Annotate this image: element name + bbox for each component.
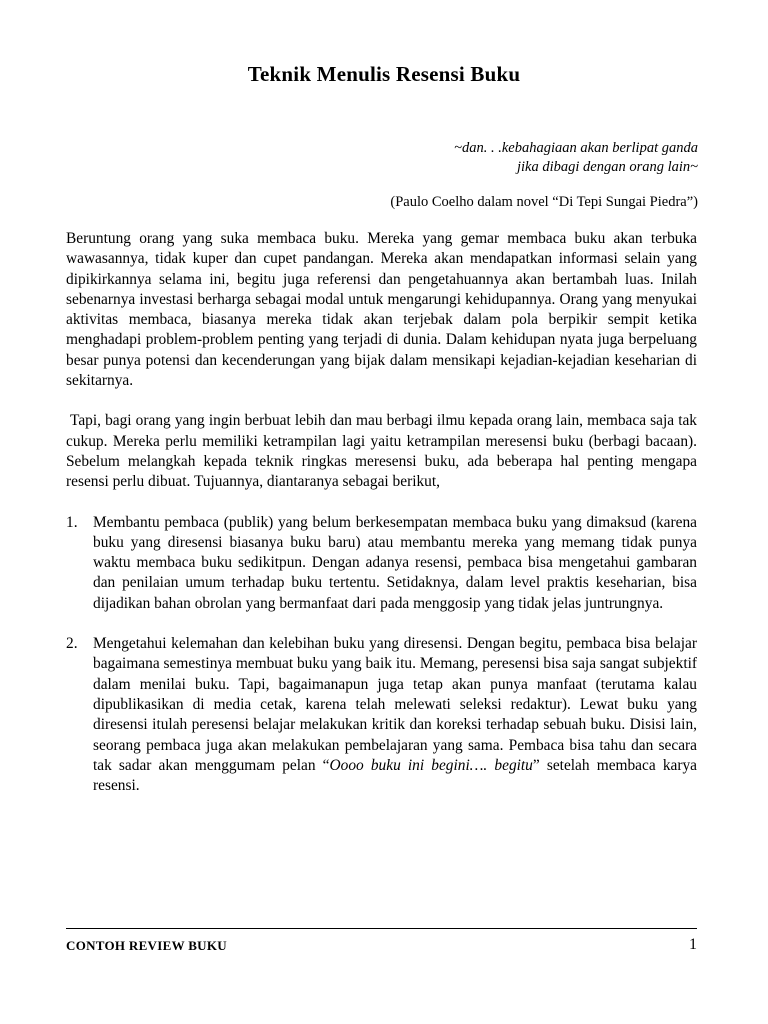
- epigraph: [454, 139, 698, 177]
- footer-label: CONTOH REVIEW BUKU: [66, 938, 227, 953]
- list-item-number: 1.: [66, 513, 78, 531]
- list-item-text-part: ” setelah membaca karya resensi.: [93, 756, 697, 795]
- list-item: [66, 634, 697, 796]
- list-item-number: 2.: [66, 635, 78, 653]
- body-paragraph: Tapi, bagi orang yang ingin berbuat lebih dan mau berbagi ilmu kepada orang lain, membaca saja tak cukup. Mereka perlu memiliki ketrampilan lagi yaitu ketrampilan meresensi buku (berbagi bacaan). Sebelum melangkah kepada teknik ringkas meresensi buku, ada beberapa hal penting mengapa resensi perlu dibuat. Tujuannya, diantaranya sebagai berikut,: [66, 412, 697, 491]
- document-title: Teknik Menulis Resensi Buku: [247, 62, 521, 86]
- quoted-phrase: Oooo buku ini begini…. begitu: [329, 756, 533, 774]
- body-paragraph: Beruntung orang yang suka membaca buku. Mereka yang gemar membaca buku akan terbuka wawasannya, tidak kuper dan cupet pandangan. Mereka akan mendapatkan informasi selain yang dipikirkannya selama ini, begitu juga referensi dan pengetahuannya akan bertambah luas. Inilah sebenarnya investasi berharga sebagai modal untuk mengarungi kehidupannya. Orang yang menyukai aktivitas membaca, biasanya mereka tidak akan terjebak dalam pola berpikir sempit ketika menghadapi problem-problem penting yang terjadi di dunia. Dalam kehidupan nyata juga berpeluang besar punya potensi dan kecenderungan yang bijak dalam mensikapi kejadian-kejadian keseharian di sekitarnya.: [66, 230, 697, 390]
- epigraph-line: ~dan. . .kebahagiaan akan berlipat ganda: [454, 140, 698, 156]
- list-item: [66, 513, 697, 614]
- page-number: 1: [689, 936, 697, 953]
- list-item-text-part: Mengetahui kelemahan dan kelebihan buku yang diresensi. Dengan begitu, pembaca bisa belajar bagaimana semestinya membuat buku yang baik itu. Memang, peresensi bisa saja sangat subjektif dalam menilai buku. Tapi, bagaimanapun juga tetap akan punya manfaat (terutama kalau dipublikasikan di media cetak, karena telah melewati seleksi redaktur). Lewat buku yang diresensi itulah peresensi belajar melakukan kritik dan koreksi terhadap sebuah buku. Disisi lain, seorang pembaca juga akan melakukan pembelajaran yang sama. Pembaca bisa tahu dan secara tak sadar akan menggumam pelan “: [93, 635, 697, 774]
- reasons-list: [66, 513, 697, 797]
- footer-rule: [66, 928, 697, 929]
- epigraph-attribution: (Paulo Coelho dalam novel “Di Tepi Sungai Piedra”): [390, 194, 698, 210]
- list-item-text: Membantu pembaca (publik) yang belum berkesempatan membaca buku yang dimaksud (karena buku yang diresensi biasanya buku baru) atau membantu mereka yang memang tidak punya waktu membaca buku sedikitpun. Dengan adanya resensi, pembaca bisa mengetahui gambaran dan penilaian umum terhadap buku tertentu. Setidaknya, dalam level praktis keseharian, bisa dijadikan bahan obrolan yang bermanfaat dari pada menggosip yang tidak jelas juntrungnya.: [93, 513, 697, 612]
- list-item-text: [93, 635, 697, 794]
- epigraph-line: jika dibagi dengan orang lain~: [516, 159, 698, 175]
- document-body: [66, 229, 697, 816]
